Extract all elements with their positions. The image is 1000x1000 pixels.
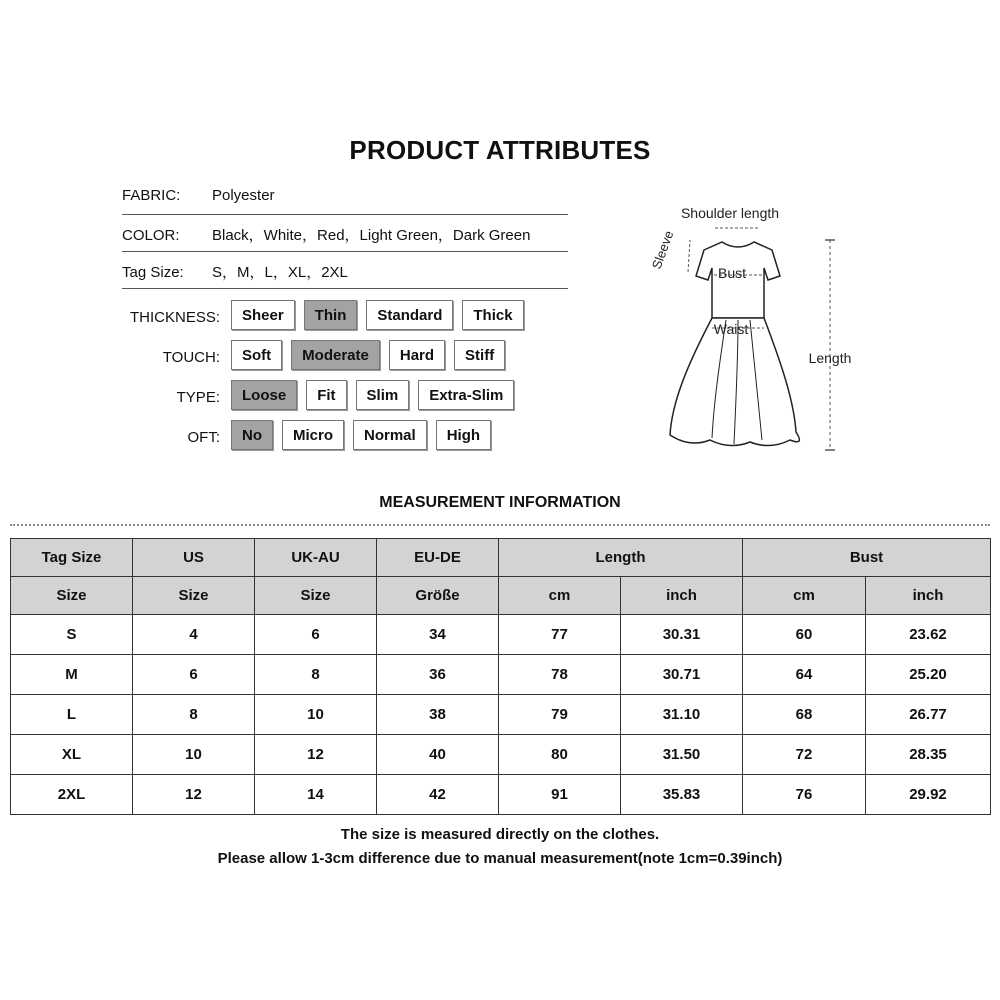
divider <box>122 288 568 289</box>
color-value: Black，White，Red，Light Green，Dark Green <box>212 227 531 244</box>
dress-diagram <box>630 200 870 460</box>
subheader-cell: Size <box>11 577 133 615</box>
header-cell: Bust <box>743 539 991 577</box>
option-standard[interactable]: Standard <box>366 300 453 330</box>
table-cell: 10 <box>133 735 255 775</box>
option-fit[interactable]: Fit <box>306 380 346 410</box>
option-group-label: THICKNESS: <box>129 309 220 326</box>
table-subheader-row <box>11 577 991 615</box>
page-title: PRODUCT ATTRIBUTES <box>349 135 651 165</box>
subheader-cell: inch <box>621 577 743 615</box>
waist-label: Waist <box>713 321 749 337</box>
table-header-row <box>11 539 991 577</box>
table-cell: 12 <box>255 735 377 775</box>
table-cell: 4 <box>133 615 255 655</box>
option-group-label: TYPE: <box>176 389 220 406</box>
table-cell: 72 <box>743 735 866 775</box>
option-thin[interactable]: Thin <box>304 300 358 330</box>
table-row <box>11 655 991 695</box>
color-row <box>122 224 530 245</box>
table-cell: 60 <box>743 615 866 655</box>
table-cell: 26.77 <box>866 695 991 735</box>
option-group <box>231 300 524 330</box>
table-cell: 35.83 <box>621 775 743 815</box>
shoulder-length-label: Shoulder length <box>680 205 780 221</box>
header-cell: EU-DE <box>377 539 499 577</box>
table-cell: 42 <box>377 775 499 815</box>
subheader-cell: Größe <box>377 577 499 615</box>
table-cell: 40 <box>377 735 499 775</box>
fabric-label: FABRIC: <box>122 187 181 204</box>
table-cell: 91 <box>499 775 621 815</box>
table-cell: 77 <box>499 615 621 655</box>
subheader-cell: inch <box>866 577 991 615</box>
option-moderate[interactable]: Moderate <box>291 340 380 370</box>
option-thick[interactable]: Thick <box>462 300 523 330</box>
header-cell: US <box>133 539 255 577</box>
table-cell: 78 <box>499 655 621 695</box>
table-cell: S <box>11 615 133 655</box>
table-cell: 28.35 <box>866 735 991 775</box>
table-cell: 31.10 <box>621 695 743 735</box>
table-cell: 29.92 <box>866 775 991 815</box>
subheader-cell: Size <box>255 577 377 615</box>
table-cell: 30.31 <box>621 615 743 655</box>
table-cell: 6 <box>133 655 255 695</box>
table-cell: 23.62 <box>866 615 991 655</box>
table-cell: 10 <box>255 695 377 735</box>
table-cell: 6 <box>255 615 377 655</box>
table-cell: 34 <box>377 615 499 655</box>
header-cell: Tag Size <box>11 539 133 577</box>
table-cell: 64 <box>743 655 866 695</box>
option-soft[interactable]: Soft <box>231 340 282 370</box>
subheader-cell: cm <box>743 577 866 615</box>
table-cell: 8 <box>133 695 255 735</box>
table-cell: 2XL <box>11 775 133 815</box>
table-cell: 68 <box>743 695 866 735</box>
option-hard[interactable]: Hard <box>389 340 445 370</box>
table-cell: 25.20 <box>866 655 991 695</box>
subheader-cell: cm <box>499 577 621 615</box>
table-cell: 30.71 <box>621 655 743 695</box>
option-extra-slim[interactable]: Extra-Slim <box>418 380 514 410</box>
table-cell: 79 <box>499 695 621 735</box>
option-group <box>231 340 505 370</box>
tag-size-label: Tag Size: <box>122 264 184 281</box>
table-cell: L <box>11 695 133 735</box>
table-cell: M <box>11 655 133 695</box>
option-slim[interactable]: Slim <box>356 380 410 410</box>
option-normal[interactable]: Normal <box>353 420 427 450</box>
option-loose[interactable]: Loose <box>231 380 297 410</box>
table-row <box>11 615 991 655</box>
length-label: Length <box>808 350 852 366</box>
note-line: Please allow 1-3cm difference due to manual measurement(note 1cm=0.39inch) <box>217 850 783 867</box>
option-group <box>231 380 514 410</box>
bust-label: Bust <box>717 265 747 281</box>
table-row <box>11 735 991 775</box>
option-group-label: OFT: <box>187 429 220 446</box>
table-cell: 31.50 <box>621 735 743 775</box>
option-sheer[interactable]: Sheer <box>231 300 295 330</box>
option-micro[interactable]: Micro <box>282 420 344 450</box>
option-no[interactable]: No <box>231 420 273 450</box>
fabric-value: Polyester <box>212 187 275 204</box>
measurement-table <box>10 538 991 815</box>
tag-size-row <box>122 261 348 282</box>
dotted-divider <box>10 524 990 526</box>
sleeve-label: Sleeve <box>648 228 677 272</box>
fabric-row <box>122 187 275 204</box>
table-row <box>11 775 991 815</box>
divider <box>122 214 568 215</box>
table-cell: 8 <box>255 655 377 695</box>
table-cell: 14 <box>255 775 377 815</box>
option-group <box>231 420 491 450</box>
table-row <box>11 695 991 735</box>
option-high[interactable]: High <box>436 420 491 450</box>
table-cell: 36 <box>377 655 499 695</box>
table-cell: 76 <box>743 775 866 815</box>
measurement-title: MEASUREMENT INFORMATION <box>379 494 621 511</box>
option-stiff[interactable]: Stiff <box>454 340 505 370</box>
subheader-cell: Size <box>133 577 255 615</box>
table-cell: 12 <box>133 775 255 815</box>
divider <box>122 251 568 252</box>
table-body <box>11 615 991 815</box>
color-label: COLOR: <box>122 227 180 244</box>
header-cell: UK-AU <box>255 539 377 577</box>
note-line: The size is measured directly on the clothes. <box>340 826 660 843</box>
tag-size-value: S，M，L，XL，2XL <box>212 264 348 281</box>
header-cell: Length <box>499 539 743 577</box>
table-cell: XL <box>11 735 133 775</box>
option-group-label: TOUCH: <box>162 349 220 366</box>
table-cell: 80 <box>499 735 621 775</box>
table-cell: 38 <box>377 695 499 735</box>
